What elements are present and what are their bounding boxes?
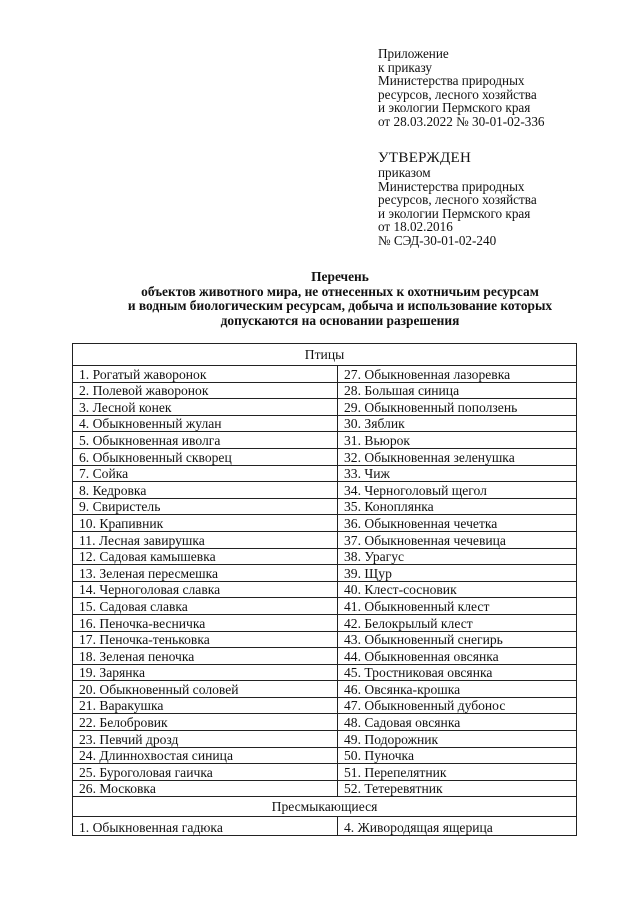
document-title bbox=[60, 270, 620, 328]
species-cell: 2. Полевой жаворонок bbox=[73, 382, 338, 399]
approved-line: Министерства природных bbox=[378, 178, 525, 194]
table-row bbox=[73, 382, 577, 399]
table-row bbox=[73, 764, 577, 781]
species-cell: 45. Тростниковая овсянка bbox=[338, 664, 577, 681]
table-row bbox=[73, 465, 577, 482]
table-row bbox=[73, 747, 577, 764]
species-cell: 25. Буроголовая гаичка bbox=[73, 764, 338, 781]
approved-line: приказом bbox=[378, 165, 431, 180]
annex-line: и экологии Пермского края bbox=[378, 100, 531, 116]
species-cell: 42. Белокрылый клест bbox=[338, 614, 577, 631]
species-cell: 4. Обыкновенный жулан bbox=[73, 415, 338, 432]
title-line: и водным биологическим ресурсам, добыча и использование которых bbox=[127, 298, 553, 313]
table-row bbox=[73, 565, 577, 582]
annex-line: Приложение bbox=[378, 46, 449, 61]
approved-heading: УТВЕРЖДЕН bbox=[378, 150, 472, 166]
species-cell: 48. Садовая овсянка bbox=[338, 714, 577, 731]
species-cell: 15. Садовая славка bbox=[73, 598, 338, 615]
table-row bbox=[73, 631, 577, 648]
table-row bbox=[73, 614, 577, 631]
species-cell: 38. Урагус bbox=[338, 548, 577, 565]
species-cell: 4. Живородящая ящерица bbox=[338, 817, 577, 836]
table-row bbox=[73, 482, 577, 499]
annex-line: ресурсов, лесного хозяйства bbox=[378, 86, 537, 102]
species-cell: 17. Пеночка-теньковка bbox=[73, 631, 338, 648]
table-row bbox=[73, 697, 577, 714]
species-cell: 30. Зяблик bbox=[338, 415, 577, 432]
species-cell: 35. Коноплянка bbox=[338, 498, 577, 515]
species-cell: 21. Варакушка bbox=[73, 697, 338, 714]
table-row bbox=[73, 817, 577, 836]
table-row bbox=[73, 432, 577, 449]
annex-line: Министерства природных bbox=[378, 73, 525, 89]
species-cell: 31. Вьюрок bbox=[338, 432, 577, 449]
species-cell: 49. Подорожник bbox=[338, 731, 577, 748]
species-cell: 51. Перепелятник bbox=[338, 764, 577, 781]
species-cell: 7. Сойка bbox=[73, 465, 338, 482]
table-row bbox=[73, 415, 577, 432]
species-cell: 24. Длиннохвостая синица bbox=[73, 747, 338, 764]
table-row bbox=[73, 448, 577, 465]
species-table bbox=[72, 343, 577, 836]
species-cell: 9. Свиристель bbox=[73, 498, 338, 515]
species-cell: 50. Пуночка bbox=[338, 747, 577, 764]
species-cell: 23. Певчий дрозд bbox=[73, 731, 338, 748]
section-header-reptiles: Пресмыкающиеся bbox=[73, 797, 577, 817]
table-row bbox=[73, 780, 577, 797]
species-cell: 39. Щур bbox=[338, 565, 577, 582]
table-row bbox=[73, 648, 577, 665]
species-cell: 12. Садовая камышевка bbox=[73, 548, 338, 565]
species-cell: 16. Пеночка-весничка bbox=[73, 614, 338, 631]
species-cell: 32. Обыкновенная зеленушка bbox=[338, 448, 577, 465]
species-cell: 40. Клест-сосновик bbox=[338, 581, 577, 598]
table-row bbox=[73, 366, 577, 383]
species-cell: 29. Обыкновенный поползень bbox=[338, 399, 577, 416]
approved-line: от 18.02.2016 bbox=[378, 219, 453, 235]
title-line: Перечень bbox=[311, 269, 369, 284]
title-line: объектов животного мира, не отнесенных к охотничьим ресурсам bbox=[141, 283, 539, 299]
table-row bbox=[73, 664, 577, 681]
species-cell: 26. Московка bbox=[73, 780, 338, 797]
species-cell: 3. Лесной конек bbox=[73, 399, 338, 416]
species-cell: 6. Обыкновенный скворец bbox=[73, 448, 338, 465]
table-row bbox=[73, 515, 577, 532]
table-row bbox=[73, 581, 577, 598]
species-cell: 10. Крапивник bbox=[73, 515, 338, 532]
species-cell: 33. Чиж bbox=[338, 465, 577, 482]
species-cell: 1. Обыкновенная гадюка bbox=[73, 817, 338, 836]
approved-line: № СЭД-30-01-02-240 bbox=[378, 232, 497, 248]
approved-line: и экологии Пермского края bbox=[378, 205, 531, 221]
species-cell: 20. Обыкновенный соловей bbox=[73, 681, 338, 698]
species-cell: 44. Обыкновенная овсянка bbox=[338, 648, 577, 665]
approved-block bbox=[378, 150, 537, 248]
table-row bbox=[73, 681, 577, 698]
species-cell: 5. Обыкновенная иволга bbox=[73, 432, 338, 449]
species-cell: 13. Зеленая пересмешка bbox=[73, 565, 338, 582]
title-line: допускаются на основании разрешения bbox=[220, 312, 460, 328]
species-cell: 37. Обыкновенная чечевица bbox=[338, 531, 577, 548]
approved-line: ресурсов, лесного хозяйства bbox=[378, 192, 537, 208]
species-cell: 36. Обыкновенная чечетка bbox=[338, 515, 577, 532]
species-cell: 41. Обыкновенный клест bbox=[338, 598, 577, 615]
table-row bbox=[73, 598, 577, 615]
species-cell: 27. Обыкновенная лазоревка bbox=[338, 366, 577, 383]
species-cell: 1. Рогатый жаворонок bbox=[73, 366, 338, 383]
annex-line: от 28.03.2022 № 30-01-02-336 bbox=[378, 113, 545, 129]
annex-line: к приказу bbox=[378, 59, 432, 75]
species-cell: 43. Обыкновенный снегирь bbox=[338, 631, 577, 648]
table-row bbox=[73, 399, 577, 416]
species-cell: 28. Большая синица bbox=[338, 382, 577, 399]
species-cell: 22. Белобровик bbox=[73, 714, 338, 731]
species-cell: 46. Овсянка-крошка bbox=[338, 681, 577, 698]
table-row bbox=[73, 548, 577, 565]
section-header-birds: Птицы bbox=[73, 344, 577, 366]
species-cell: 18. Зеленая пеночка bbox=[73, 648, 338, 665]
species-cell: 19. Зарянка bbox=[73, 664, 338, 681]
annex-block bbox=[378, 47, 545, 129]
species-cell: 14. Черноголовая славка bbox=[73, 581, 338, 598]
table-row bbox=[73, 531, 577, 548]
species-cell: 8. Кедровка bbox=[73, 482, 338, 499]
species-cell: 34. Черноголовый щегол bbox=[338, 482, 577, 499]
species-cell: 47. Обыкновенный дубонос bbox=[338, 697, 577, 714]
table-row bbox=[73, 498, 577, 515]
table-row bbox=[73, 731, 577, 748]
species-cell: 52. Тетеревятник bbox=[338, 780, 577, 797]
species-cell: 11. Лесная завирушка bbox=[73, 531, 338, 548]
table-row bbox=[73, 714, 577, 731]
